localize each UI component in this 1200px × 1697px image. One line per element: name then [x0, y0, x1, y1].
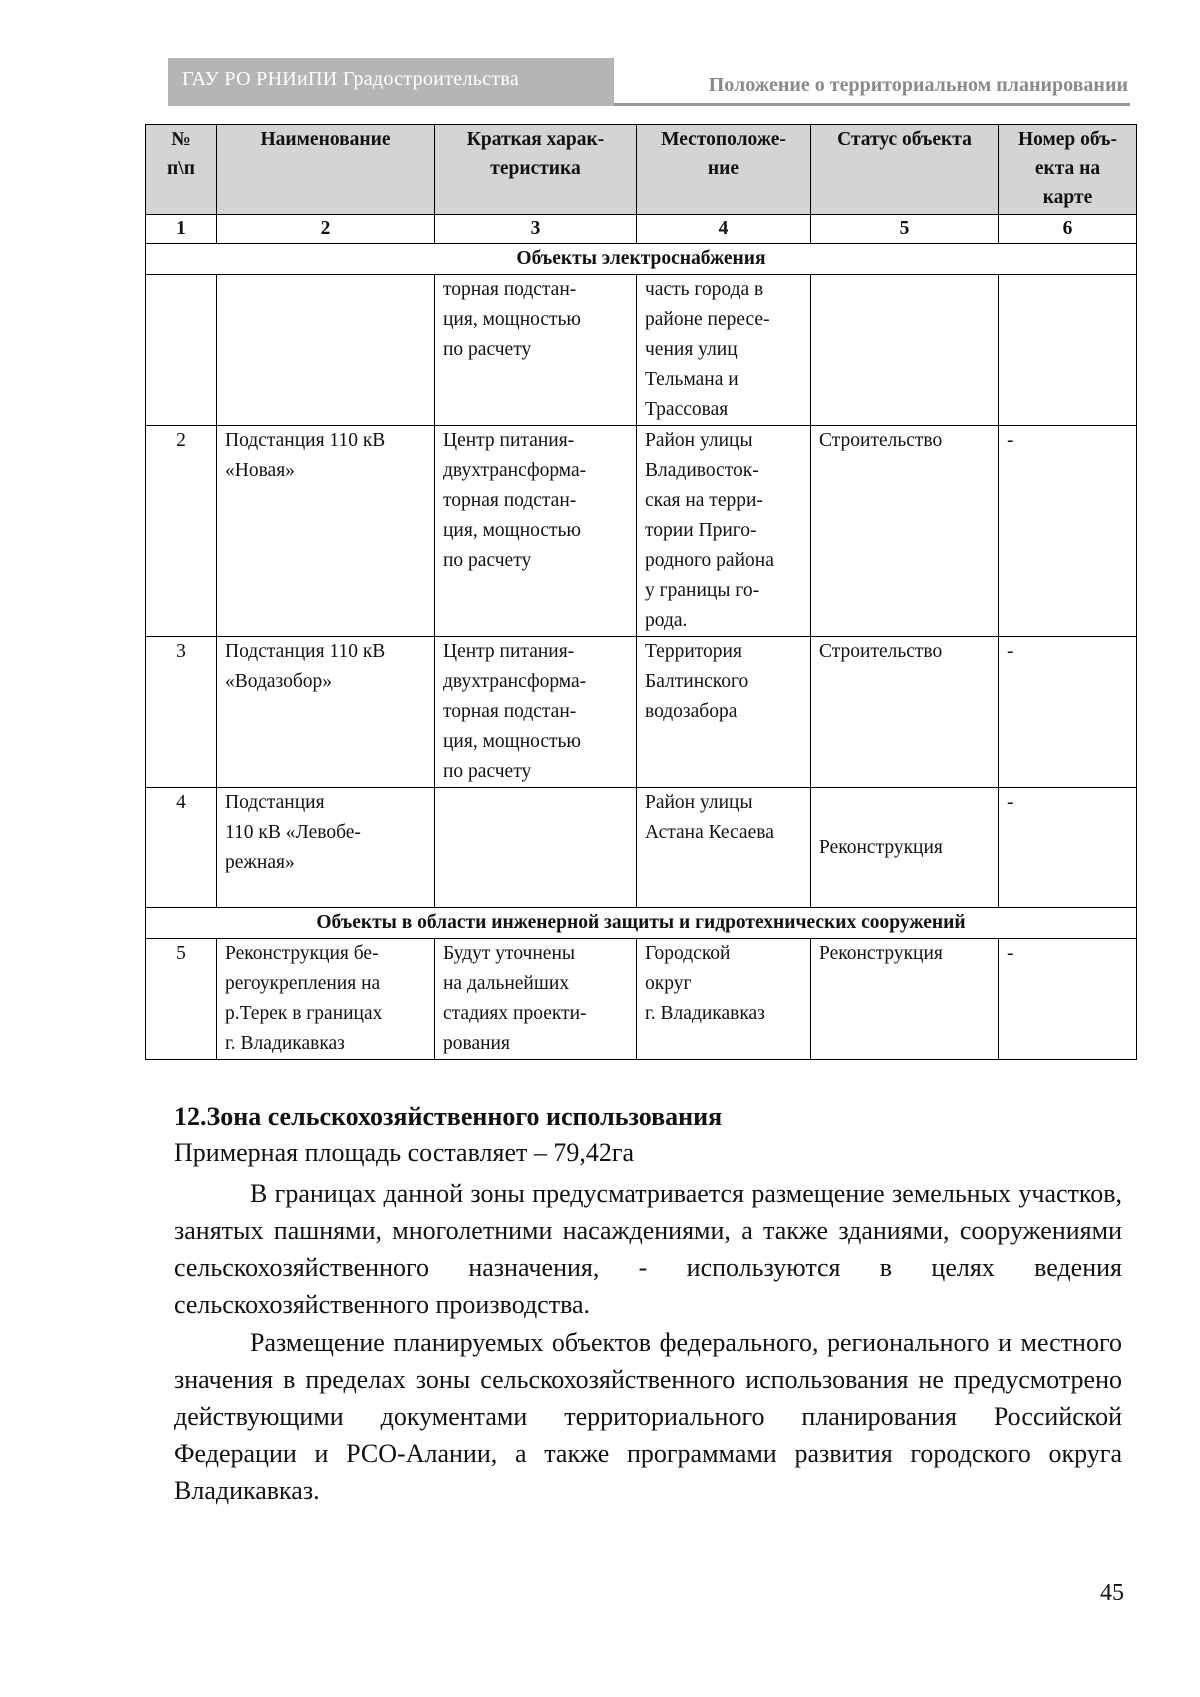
- column-number: 2: [217, 215, 435, 244]
- row-number: 4: [146, 788, 217, 908]
- header-organization: ГАУ РО РНИиПИ Градостроительства: [168, 58, 614, 106]
- column-numbers-row: [146, 215, 1137, 244]
- paragraph-2: Размещение планируемых объектов федерального, регионального и местного значения в пределах зоны сельскохозяйственного использования не предусмотрено действующими документами территориального планирования Российской Федерации и РСО-Алании, а также программами развития городского округа Владикавказ.: [174, 1328, 1122, 1505]
- row-map-number: -: [999, 637, 1137, 788]
- column-number: 3: [435, 215, 637, 244]
- row-status: Строительство: [811, 637, 999, 788]
- row-location: Территория Балтинского водозабора: [637, 637, 811, 788]
- row-description: Будут уточнены на дальнейших стадиях проекти- рования: [435, 939, 637, 1060]
- row-name: Подстанция 110 кВ «Левобе- режная»: [217, 788, 435, 908]
- header-name: Наименование: [217, 125, 435, 215]
- row-map-number: [999, 275, 1137, 426]
- row-status: Реконструкция: [811, 788, 999, 908]
- table-row: [146, 788, 1137, 908]
- row-number: 5: [146, 939, 217, 1060]
- row-description: Центр питания- двухтрансформа- торная подстан- ция, мощностью по расчету: [435, 426, 637, 637]
- table-row: [146, 939, 1137, 1060]
- column-number: 4: [637, 215, 811, 244]
- table-header-row: [146, 125, 1137, 215]
- row-location: Район улицы Владивосток- ская на терри- тории Приго- родного района у границы го- рода.: [637, 426, 811, 637]
- section-row-engineering: [146, 908, 1137, 939]
- row-location: часть города в районе пересе- чения улиц Тельмана и Трассовая: [637, 275, 811, 426]
- row-map-number: -: [999, 939, 1137, 1060]
- section-row-power: [146, 244, 1137, 275]
- header-document-title: Положение о территориальном планировании: [614, 62, 1130, 106]
- row-status: [811, 275, 999, 426]
- row-status: Строительство: [811, 426, 999, 637]
- row-map-number: -: [999, 788, 1137, 908]
- row-location: Район улицы Астана Кесаева: [637, 788, 811, 908]
- header-location: Местоположе- ние: [637, 125, 811, 215]
- row-number: 2: [146, 426, 217, 637]
- row-description: [435, 788, 637, 908]
- column-number: 1: [146, 215, 217, 244]
- row-status: Реконструкция: [811, 939, 999, 1060]
- row-number: 3: [146, 637, 217, 788]
- row-name: Подстанция 110 кВ «Новая»: [217, 426, 435, 637]
- page-number: 45: [1100, 1580, 1124, 1606]
- row-name: Подстанция 110 кВ «Водазобор»: [217, 637, 435, 788]
- paragraph-1: В границах данной зоны предусматривается размещение земельных участков, занятых пашнями, многолетними насаждениями, а также зданиями, сооружениями сельскохозяйственного назначения, - используются в целях ведения сельскохозяйственного производства.: [174, 1179, 1122, 1319]
- objects-table: [145, 124, 1137, 1060]
- table-row: [146, 426, 1137, 637]
- column-number: 5: [811, 215, 999, 244]
- header-description: Краткая харак- теристика: [435, 125, 637, 215]
- section-title: Объекты электроснабжения: [146, 244, 1137, 275]
- row-map-number: -: [999, 426, 1137, 637]
- header-map-number: Номер объ- екта на карте: [999, 125, 1137, 215]
- header-status: Статус объекта: [811, 125, 999, 215]
- row-name: Реконструкция бе- регоукрепления на р.Терек в границах г. Владикавказ: [217, 939, 435, 1060]
- row-number: [146, 275, 217, 426]
- table-row: [146, 275, 1137, 426]
- row-location: Городской округ г. Владикавказ: [637, 939, 811, 1060]
- table-row: [146, 637, 1137, 788]
- column-number: 6: [999, 215, 1137, 244]
- section-heading: 12.Зона сельскохозяйственного использования: [174, 1102, 723, 1131]
- header-number: № п\п: [146, 125, 217, 215]
- row-description: Центр питания- двухтрансформа- торная подстан- ция, мощностью по расчету: [435, 637, 637, 788]
- section-title: Объекты в области инженерной защиты и гидротехнических сооружений: [146, 908, 1137, 939]
- row-name: [217, 275, 435, 426]
- area-statement: Примерная площадь составляет – 79,42га: [174, 1138, 635, 1167]
- row-description: торная подстан- ция, мощностью по расчету: [435, 275, 637, 426]
